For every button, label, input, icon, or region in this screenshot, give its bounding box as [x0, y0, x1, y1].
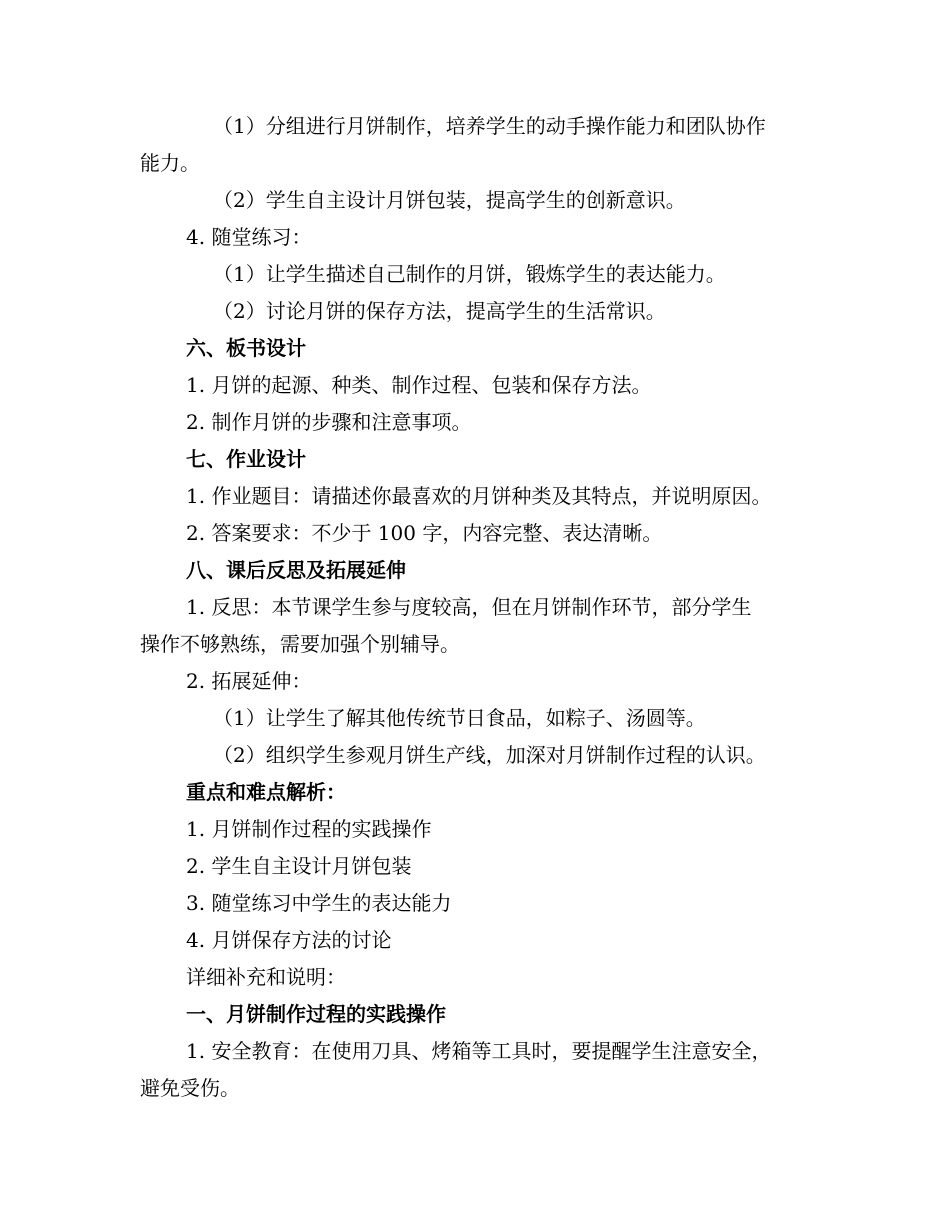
paragraph-line: （2）讨论月饼的保存方法，提高学生的生活常识。: [213, 299, 666, 323]
list-item: 1. 安全教育：在使用刀具、烤箱等工具时，要提醒学生注意安全，: [186, 1039, 772, 1063]
section-heading: 七、作业设计: [186, 447, 306, 471]
section-heading: 六、板书设计: [186, 336, 306, 360]
section-heading: 八、课后反思及拓展延伸: [186, 558, 406, 582]
paragraph-line: （1）让学生了解其他传统节日食品，如粽子、汤圆等。: [213, 706, 706, 730]
section-heading: 重点和难点解析：: [186, 780, 346, 804]
paragraph-line: 详细补充和说明：: [186, 965, 346, 989]
list-item: 2. 答案要求：不少于 100 字，内容完整、表达清晰。: [186, 521, 663, 545]
list-item: 4. 月饼保存方法的讨论: [186, 928, 392, 952]
section-heading: 一、月饼制作过程的实践操作: [186, 1002, 446, 1026]
paragraph-line: 操作不够熟练，需要加强个别辅导。: [140, 632, 460, 656]
list-item: 2. 拓展延伸：: [186, 669, 312, 693]
list-item: 1. 作业题目：请描述你最喜欢的月饼种类及其特点，并说明原因。: [186, 484, 772, 508]
paragraph-line: 能力。: [140, 151, 200, 175]
paragraph-line: 避免受伤。: [140, 1076, 240, 1100]
list-item: 1. 月饼制作过程的实践操作: [186, 817, 432, 841]
list-item: 4. 随堂练习：: [186, 225, 312, 249]
paragraph-line: （1）分组进行月饼制作，培养学生的动手操作能力和团队协作: [213, 114, 766, 138]
list-item: 2. 学生自主设计月饼包装: [186, 854, 412, 878]
list-item: 2. 制作月饼的步骤和注意事项。: [186, 410, 472, 434]
paragraph-line: （1）让学生描述自己制作的月饼，锻炼学生的表达能力。: [213, 262, 726, 286]
list-item: 1. 月饼的起源、种类、制作过程、包装和保存方法。: [186, 373, 652, 397]
list-item: 1. 反思：本节课学生参与度较高，但在月饼制作环节，部分学生: [186, 595, 752, 619]
paragraph-line: （2）学生自主设计月饼包装，提高学生的创新意识。: [213, 188, 686, 212]
paragraph-line: （2）组织学生参观月饼生产线，加深对月饼制作过程的认识。: [213, 743, 766, 767]
list-item: 3. 随堂练习中学生的表达能力: [186, 891, 452, 915]
